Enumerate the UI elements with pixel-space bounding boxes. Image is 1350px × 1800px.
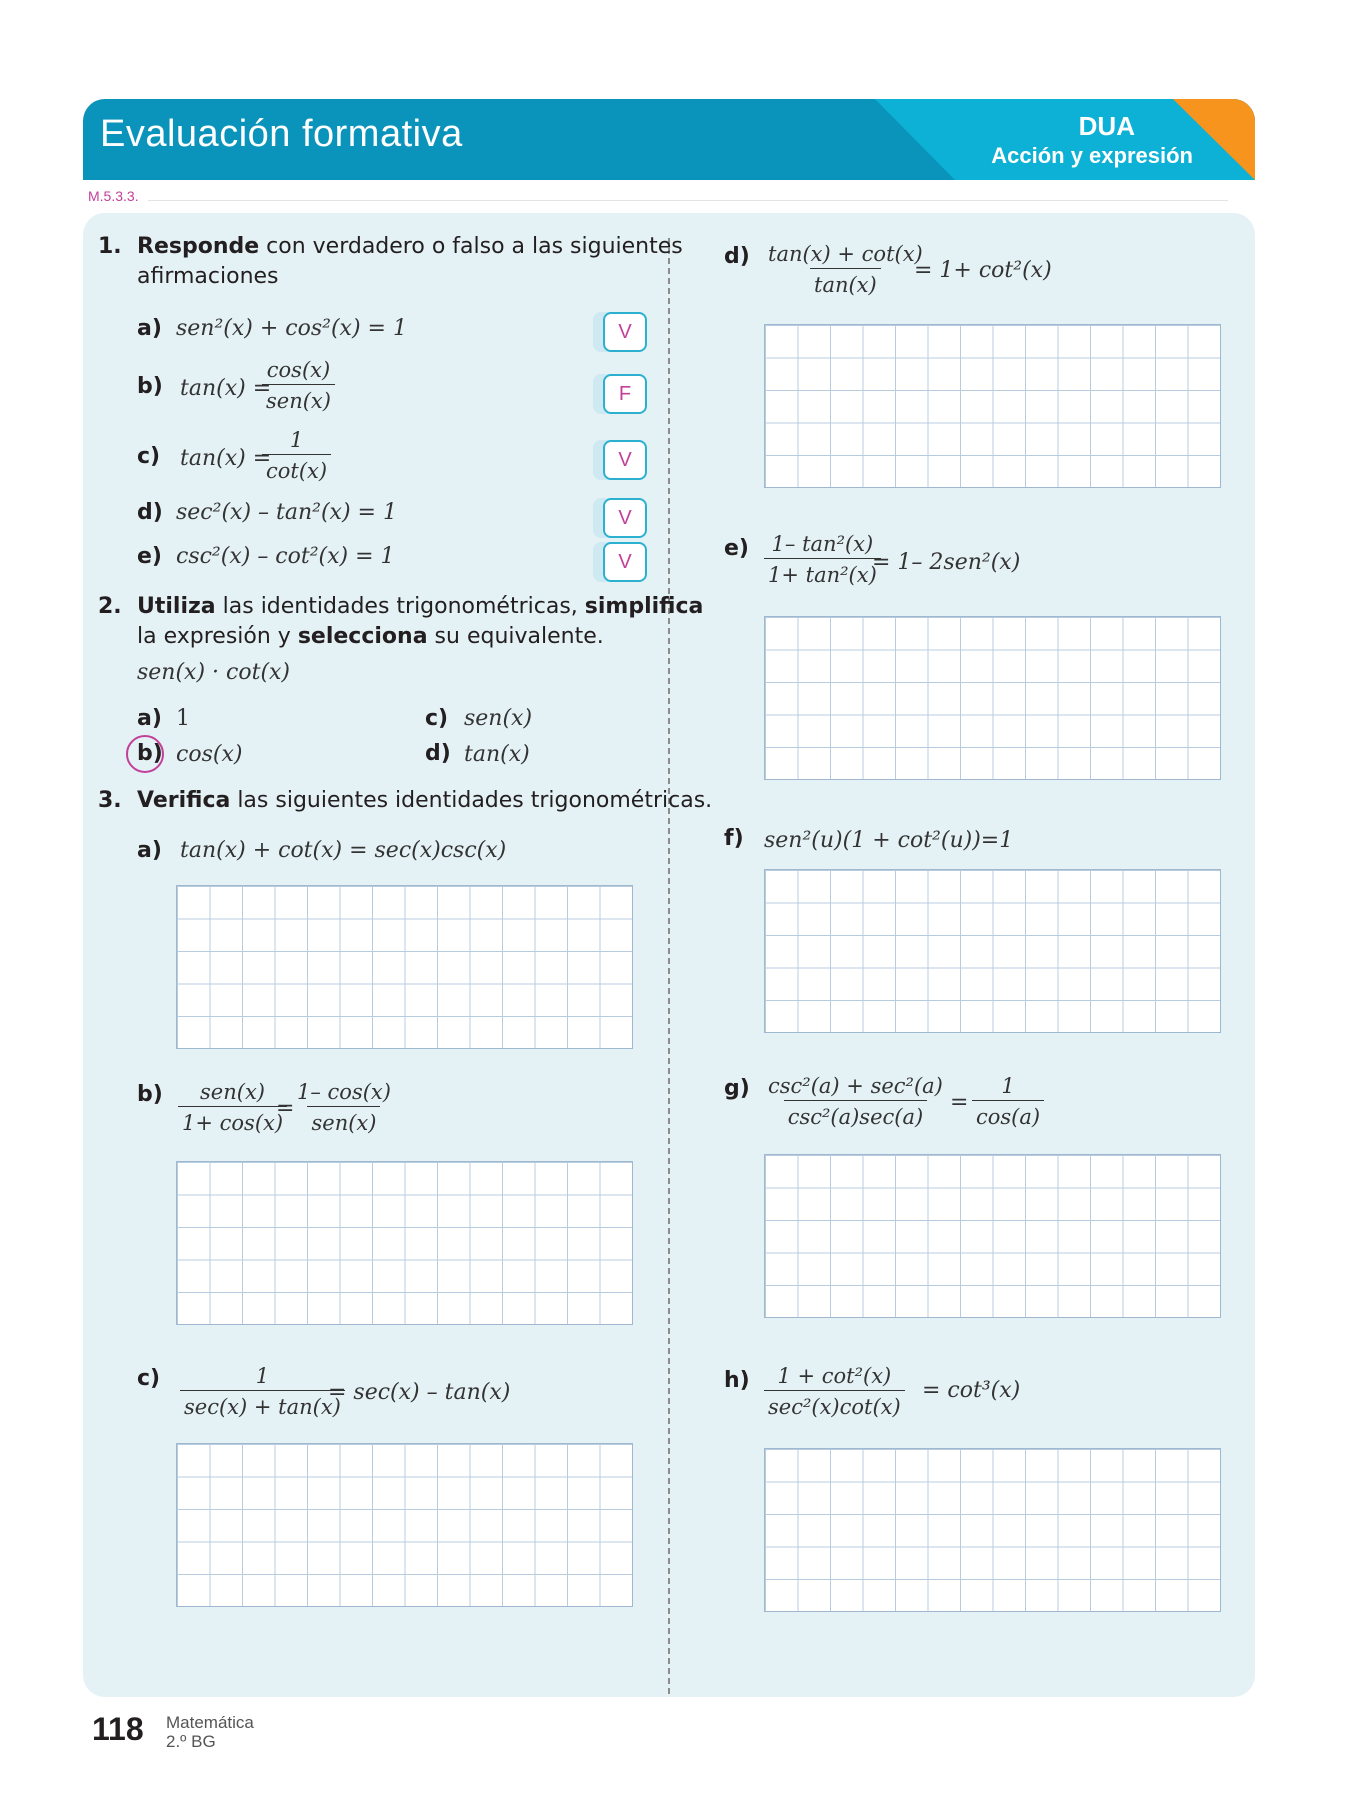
- q3b-fraction-left: [178, 1080, 287, 1135]
- q3b-denominator-left: 1+ cos(x): [178, 1106, 287, 1135]
- q3c-label: c): [137, 1366, 161, 1391]
- q3d-numerator: tan(x) + cot(x): [768, 242, 923, 266]
- q3c-fraction: [180, 1364, 345, 1419]
- q1c-denominator: cot(x): [262, 454, 331, 483]
- q3b-denominator-right: sen(x): [307, 1106, 380, 1135]
- q1d-answer-box[interactable]: V: [603, 498, 647, 538]
- q3g-work-grid[interactable]: [764, 1154, 1221, 1318]
- q1e-answer-box[interactable]: V: [603, 542, 647, 582]
- q2-verb-selecciona: selecciona: [297, 624, 428, 649]
- q1b-numerator: cos(x): [266, 358, 331, 382]
- q3c-work-grid[interactable]: [176, 1443, 633, 1607]
- q3g-numerator-left: csc²(a) + sec²(a): [768, 1074, 943, 1098]
- q3g-fraction-left: [764, 1074, 947, 1129]
- q3h-work-grid[interactable]: [764, 1448, 1221, 1612]
- q3b-fraction-right: [293, 1080, 395, 1135]
- q2-text-line1: [137, 594, 703, 619]
- q3f-expr: sen²(u)(1 + cot²(u))=1: [764, 828, 1014, 853]
- q3c-rhs: = sec(x) – tan(x): [328, 1380, 511, 1405]
- q1b-label: b): [137, 374, 163, 399]
- q3d-fraction: [764, 242, 927, 297]
- q3e-denominator: 1+ tan²(x): [764, 558, 881, 587]
- q2-option-d-label[interactable]: d): [425, 741, 451, 766]
- footer-subject-name: Matemática: [166, 1713, 254, 1732]
- q1d-label: d): [137, 500, 163, 525]
- q3d-work-grid[interactable]: [764, 324, 1221, 488]
- q1-text: [137, 234, 683, 259]
- q3e-fraction: [764, 532, 881, 587]
- q3a-work-grid[interactable]: [176, 885, 633, 1049]
- q1c-lhs: tan(x) =: [180, 446, 272, 471]
- q3e-work-grid[interactable]: [764, 616, 1221, 780]
- q1b-denominator: sen(x): [262, 384, 335, 413]
- q3e-numerator: 1– tan²(x): [771, 532, 874, 556]
- q3b-numerator-right: 1– cos(x): [297, 1080, 391, 1104]
- q3-verb: Verifica: [137, 788, 231, 813]
- q2-option-d-value[interactable]: tan(x): [464, 742, 530, 767]
- q3g-denominator-left: csc²(a)sec(a): [784, 1100, 928, 1129]
- q2-option-b-label[interactable]: b): [137, 741, 163, 766]
- code-divider: [148, 200, 1228, 201]
- footer-subject: [166, 1713, 254, 1751]
- q3e-label: e): [724, 536, 749, 561]
- q3-text-rest: las siguientes identidades trigonométricas.: [230, 788, 713, 813]
- q3b-numerator-left: sen(x): [200, 1080, 265, 1104]
- q3f-work-grid[interactable]: [764, 869, 1221, 1033]
- section-header: [83, 99, 1255, 180]
- q1d-expr: sec²(x) – tan²(x) = 1: [176, 500, 397, 525]
- q2-expression: sen(x) · cot(x): [137, 660, 291, 685]
- q2-number: 2.: [98, 594, 122, 619]
- q3c-numerator: 1: [255, 1364, 270, 1388]
- q1c-fraction: [262, 428, 331, 483]
- q3f-label: f): [724, 826, 744, 851]
- q3d-label: d): [724, 244, 750, 269]
- q2-text-part3: su equivalente.: [427, 624, 604, 649]
- curriculum-code: M.5.3.3.: [88, 188, 139, 204]
- column-divider: [668, 238, 670, 1694]
- dua-subtitle: Acción y expresión: [991, 143, 1193, 168]
- q3g-label: g): [724, 1076, 750, 1101]
- q3b-label: b): [137, 1082, 163, 1107]
- q1b-fraction: [262, 358, 335, 413]
- q2-option-c-value[interactable]: sen(x): [464, 706, 533, 731]
- q1-text-rest: con verdadero o falso a las siguientes: [259, 234, 683, 259]
- q3a-label: a): [137, 838, 162, 863]
- q3g-numerator-right: 1: [1001, 1074, 1015, 1098]
- q2-verb-simplifica: simplifica: [584, 594, 704, 619]
- dua-label: DUA: [1078, 111, 1135, 141]
- q2-text-line2: [137, 624, 604, 649]
- q3h-label: h): [724, 1368, 750, 1393]
- q3g-denominator-right: cos(a): [972, 1100, 1044, 1129]
- footer-grade: 2.º BG: [166, 1732, 216, 1751]
- q2-verb-utiliza: Utiliza: [137, 594, 216, 619]
- page-number: 118: [92, 1711, 144, 1747]
- q1e-label: e): [137, 544, 162, 569]
- q1a-expr: sen²(x) + cos²(x) = 1: [176, 316, 407, 341]
- q3d-denominator: tan(x): [810, 268, 881, 297]
- q3h-numerator: 1 + cot²(x): [777, 1364, 892, 1388]
- q2-option-b-value[interactable]: cos(x): [176, 742, 243, 767]
- q3g-equals: =: [950, 1090, 969, 1115]
- q3b-work-grid[interactable]: [176, 1161, 633, 1325]
- q2-text-part2: la expresión y: [137, 624, 298, 649]
- q1b-lhs: tan(x) =: [180, 376, 272, 401]
- q3c-denominator: sec(x) + tan(x): [180, 1390, 345, 1419]
- q3h-denominator: sec²(x)cot(x): [764, 1390, 905, 1419]
- q3a-expr: tan(x) + cot(x) = sec(x)csc(x): [180, 838, 507, 863]
- q3h-rhs: = cot³(x): [922, 1378, 1021, 1403]
- q1c-label: c): [137, 444, 161, 469]
- q1c-numerator: 1: [289, 428, 304, 452]
- q2-option-a-label[interactable]: a): [137, 706, 162, 731]
- q1b-answer-box[interactable]: F: [603, 374, 647, 414]
- q3e-rhs: = 1– 2sen²(x): [872, 550, 1021, 575]
- q2-text-part1: las identidades trigonométricas,: [215, 594, 585, 619]
- q1a-answer-box[interactable]: V: [603, 312, 647, 352]
- q3g-fraction-right: [970, 1074, 1046, 1129]
- q1-text-line2: afirmaciones: [137, 264, 279, 289]
- q2-option-c-label[interactable]: c): [425, 706, 449, 731]
- q3b-equals: =: [276, 1096, 295, 1121]
- q3d-rhs: = 1+ cot²(x): [914, 258, 1052, 283]
- section-title: Evaluación formativa: [100, 113, 463, 155]
- q3-text: [137, 788, 712, 813]
- q1e-expr: csc²(x) – cot²(x) = 1: [176, 544, 395, 569]
- q3h-fraction: [764, 1364, 905, 1419]
- q1c-answer-box[interactable]: V: [603, 440, 647, 480]
- q3-number: 3.: [98, 788, 122, 813]
- q2-option-a-value[interactable]: 1: [176, 706, 190, 731]
- q1-verb: Responde: [137, 234, 260, 259]
- q1-number: 1.: [98, 234, 122, 259]
- q1a-label: a): [137, 316, 162, 341]
